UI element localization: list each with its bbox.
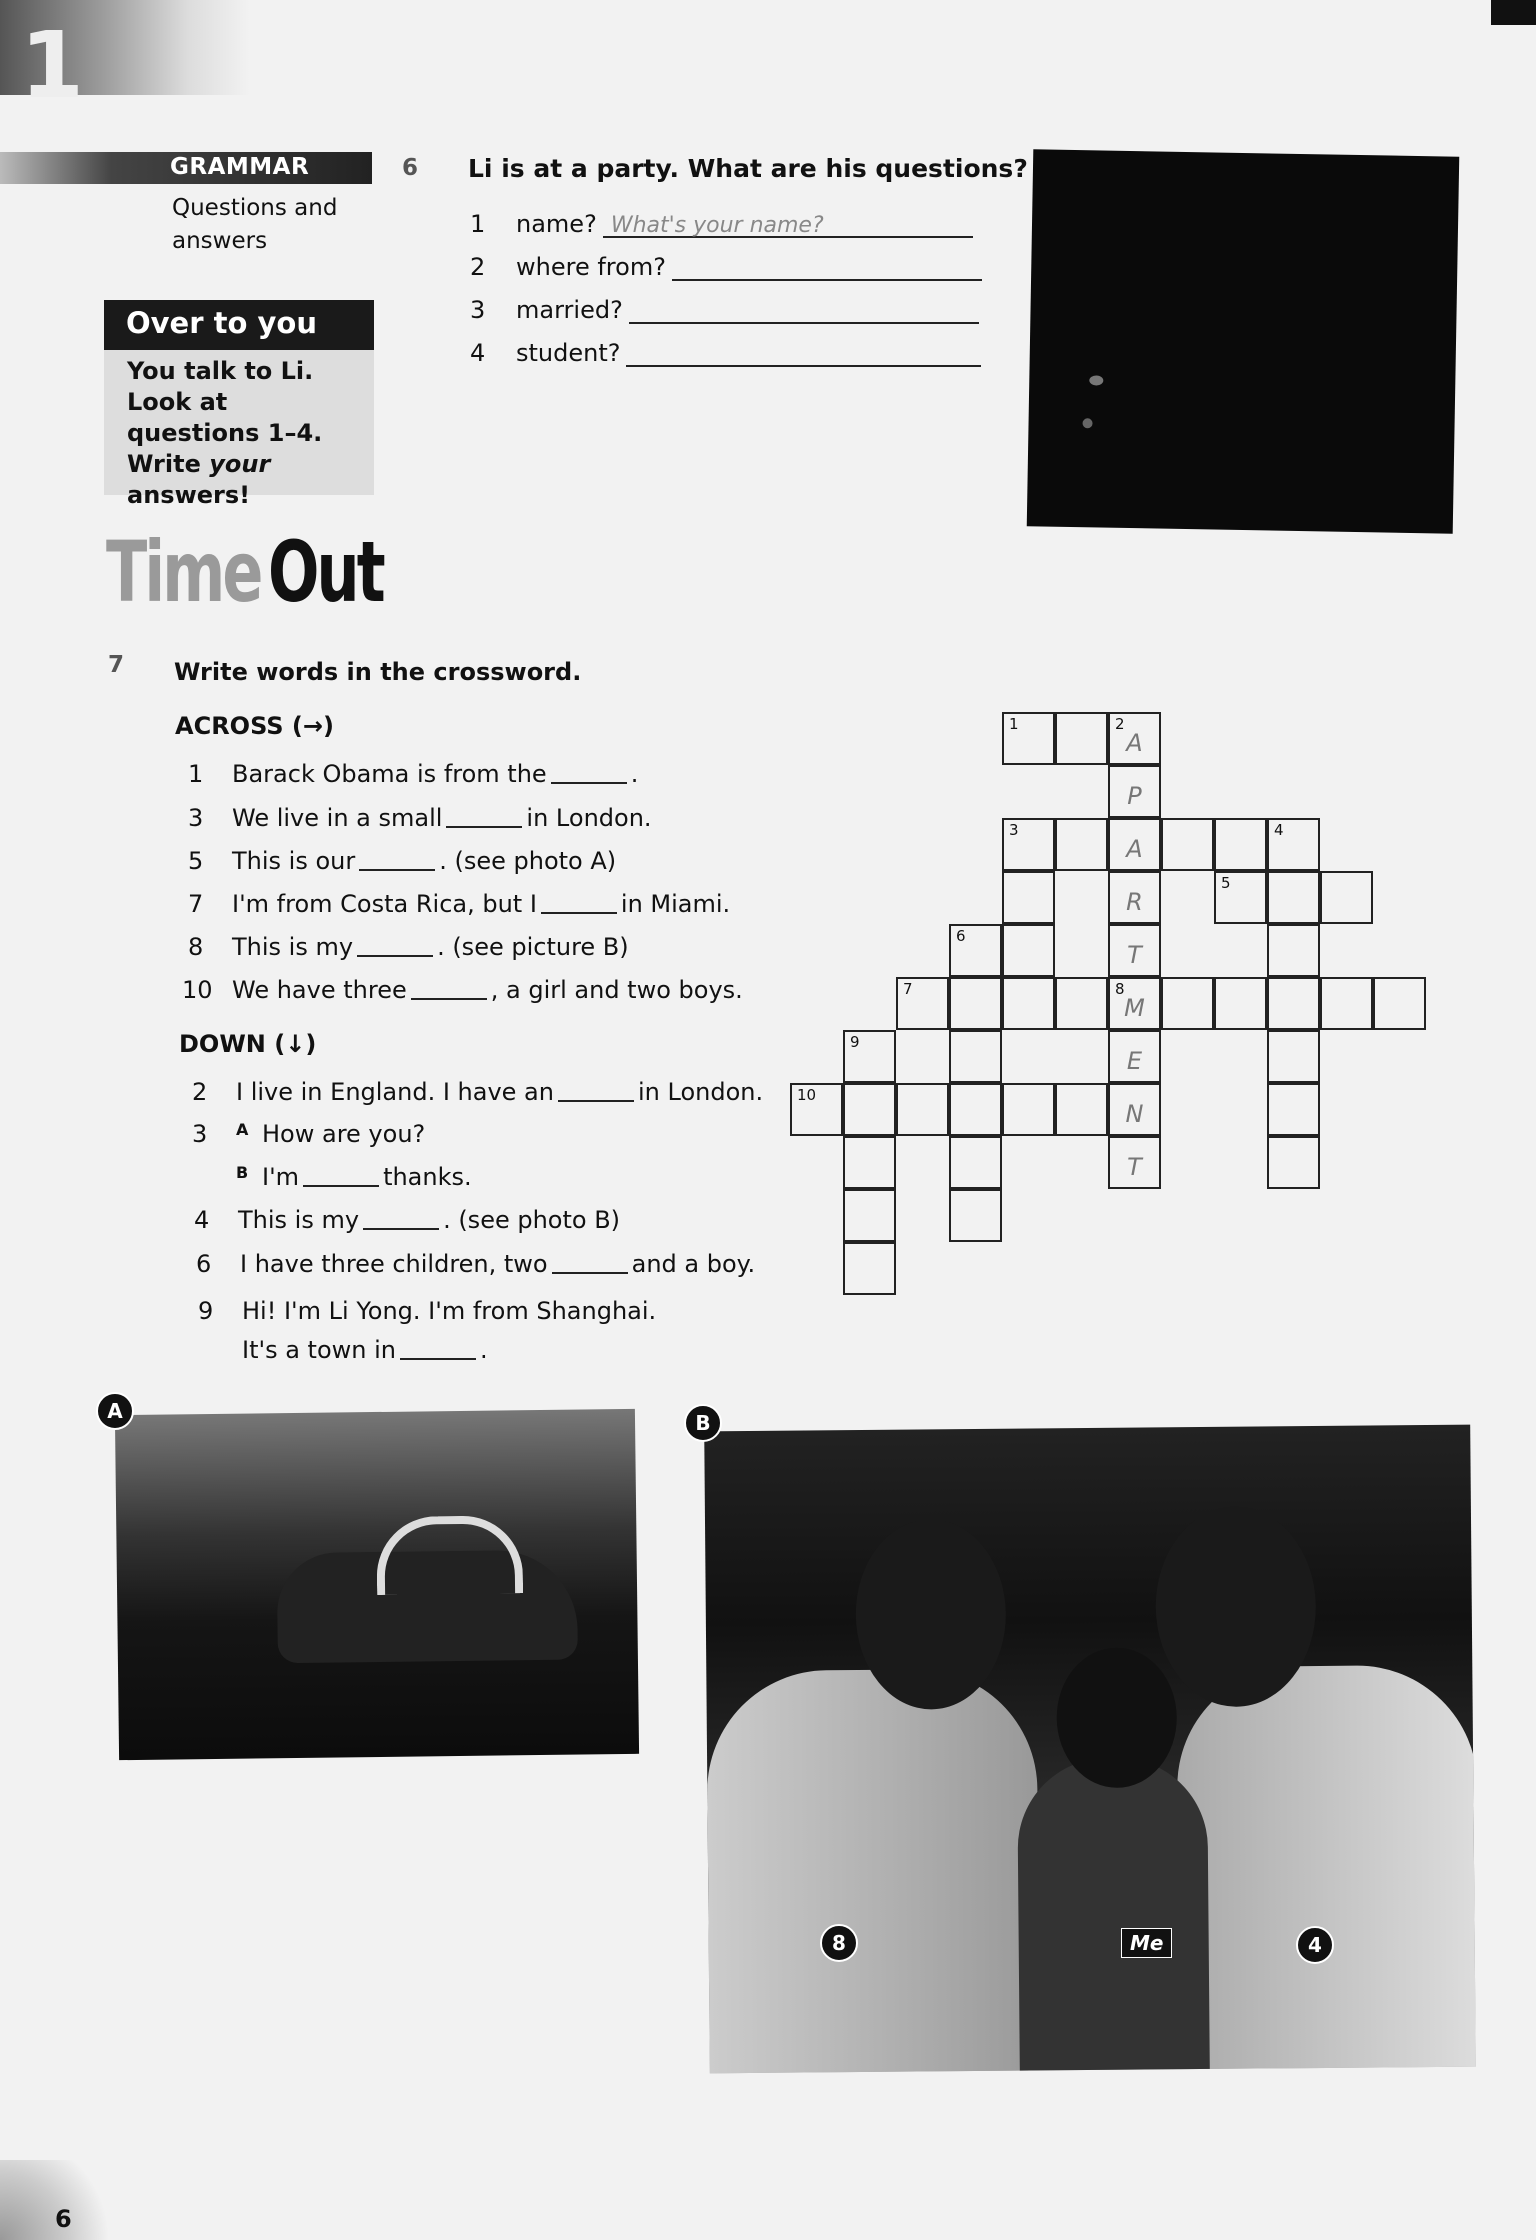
grammar-label: GRAMMAR (170, 154, 310, 180)
clue-text-after: . (630, 760, 639, 788)
crossword-cell-number: 10 (797, 1086, 817, 1104)
unit-number: 1 (20, 12, 85, 119)
car-roof-shape (376, 1515, 523, 1595)
crossword-cell-number: 9 (850, 1033, 860, 1051)
clue-blank (359, 847, 435, 871)
clue-blank (558, 1078, 634, 1102)
crossword-cell[interactable] (1267, 871, 1320, 924)
clue-text: This is our (232, 847, 356, 875)
question-number: 2 (470, 253, 486, 281)
answer-field-2[interactable] (672, 253, 982, 281)
clue-number: 8 (188, 933, 204, 961)
clue-number: 7 (188, 890, 204, 918)
crossword-cell-number: 7 (903, 980, 913, 998)
clue-number: 1 (188, 760, 204, 788)
clue-text: I have three children, two (240, 1250, 548, 1278)
crossword-cell-number: 8 (1115, 980, 1125, 998)
head-left (855, 1519, 1007, 1710)
clue-number: 2 (192, 1078, 208, 1106)
crossword-cell[interactable] (1161, 818, 1214, 871)
clue-text-after: in London. (637, 1078, 764, 1106)
answer-field-1[interactable] (603, 210, 973, 238)
exercise-6-title: Li is at a party. What are his questions? (468, 154, 1028, 183)
down-clue-9 (198, 1297, 656, 1325)
clue-sub-label: B (236, 1163, 249, 1182)
photo-a-label: A (96, 1392, 134, 1430)
clue-number: 3 (192, 1120, 208, 1148)
crossword-cell[interactable] (1002, 818, 1055, 871)
crossword-cell-letter: R (1126, 888, 1143, 916)
answer-example: What's your name? (610, 213, 824, 238)
clue-text: Barack Obama is from the (232, 760, 547, 788)
crossword-cell[interactable] (1108, 818, 1161, 871)
crossword-cell[interactable] (843, 1242, 896, 1295)
crossword-cell[interactable] (843, 1030, 896, 1083)
crossword-cell[interactable] (1108, 1136, 1161, 1189)
clue-blank (411, 976, 487, 1000)
question-row-4 (470, 339, 981, 367)
clue-text-after: . (see picture B) (437, 933, 629, 961)
over-to-you-text (127, 356, 367, 511)
clue-text-after: thanks. (383, 1163, 472, 1191)
crossword-cell[interactable] (843, 1083, 896, 1136)
crossword-cell-number: 2 (1115, 715, 1125, 733)
across-clue-7 (188, 890, 730, 918)
clue-text: I live in England. I have an (236, 1078, 554, 1106)
across-clue-3 (188, 804, 652, 832)
crossword-cell[interactable] (1214, 977, 1267, 1030)
crossword-cell[interactable] (1108, 765, 1161, 818)
crossword-cell[interactable] (1267, 1083, 1320, 1136)
down-clue-4 (194, 1206, 620, 1234)
crossword-cell[interactable] (1267, 1030, 1320, 1083)
crossword-cell[interactable] (1108, 1030, 1161, 1083)
exercise-7-number: 7 (108, 652, 125, 678)
crossword-cell[interactable] (843, 1189, 896, 1242)
question-row-2 (470, 253, 982, 281)
page-number: 6 (55, 2205, 72, 2233)
crossword-cell-number: 4 (1274, 821, 1284, 839)
down-clue-2 (192, 1078, 763, 1106)
down-clue-3a (192, 1120, 425, 1148)
timeout-logo-time: Time (106, 523, 261, 621)
question-number: 1 (470, 210, 486, 238)
clue-text-after: . (see photo B) (443, 1206, 621, 1234)
crossword-cell-letter: A (1126, 835, 1143, 863)
clue-text-after: in Miami. (620, 890, 731, 918)
photo-b-label: B (684, 1404, 722, 1442)
clue-blank (357, 933, 433, 957)
across-heading: ACROSS (→) (175, 712, 334, 740)
clue-text: I'm from Costa Rica, but I (232, 890, 537, 918)
crossword-cell[interactable] (1055, 1083, 1108, 1136)
clue-text: How are you? (262, 1120, 426, 1148)
crossword-cell[interactable] (949, 1083, 1002, 1136)
photo-b-tag-4: 4 (1296, 1926, 1334, 1964)
question-row-3 (470, 296, 979, 324)
crossword-cell[interactable] (1108, 871, 1161, 924)
clue-number: 10 (182, 976, 213, 1004)
clue-text-after: , a girl and two boys. (490, 976, 743, 1004)
clue-number: 5 (188, 847, 204, 875)
crossword-cell[interactable] (1002, 712, 1055, 765)
crossword-cell[interactable] (1002, 924, 1055, 977)
over-text-2: answers! (127, 481, 251, 509)
clue-text: I'm (262, 1163, 300, 1191)
crossword-cell[interactable] (949, 1136, 1002, 1189)
crossword-cell[interactable] (1161, 977, 1214, 1030)
down-clue-3b (192, 1163, 472, 1191)
across-clue-5 (188, 847, 616, 875)
down-clue-9-cont (198, 1336, 488, 1364)
photo-a-car (115, 1409, 639, 1760)
crossword-cell-letter: T (1127, 1153, 1142, 1181)
crossword-cell[interactable] (1055, 818, 1108, 871)
answer-field-4[interactable] (626, 339, 981, 367)
crossword-cell[interactable] (1267, 818, 1320, 871)
question-row-1 (470, 210, 973, 238)
across-clue-1 (188, 760, 638, 788)
crossword-cell-letter: E (1126, 1047, 1143, 1075)
grammar-subtitle: Questions and answers (172, 195, 338, 254)
crossword-cell-number: 6 (956, 927, 966, 945)
crossword-cell[interactable] (949, 1189, 1002, 1242)
clue-text-after: and a boy. (631, 1250, 756, 1278)
over-text-em: your (209, 450, 271, 478)
question-prompt: student? (516, 339, 621, 367)
crossword-cell[interactable] (949, 1030, 1002, 1083)
person-right (1176, 1665, 1475, 2074)
clue-sub-label: A (236, 1120, 249, 1139)
crossword-cell[interactable] (1373, 977, 1426, 1030)
corner-mark (1491, 0, 1536, 25)
question-prompt: married? (516, 296, 623, 324)
across-clue-10 (182, 976, 743, 1004)
crossword-cell[interactable] (949, 924, 1002, 977)
crossword-cell[interactable] (896, 977, 949, 1030)
clue-text: We have three (232, 976, 407, 1004)
crossword-cell[interactable] (790, 1083, 843, 1136)
crossword-cell[interactable] (1108, 924, 1161, 977)
crossword-cell[interactable] (1214, 871, 1267, 924)
crossword-cell[interactable] (1108, 977, 1161, 1030)
crossword-cell[interactable] (1320, 977, 1373, 1030)
crossword-cell[interactable] (1267, 924, 1320, 977)
clue-text-after: . (see photo A) (439, 847, 617, 875)
clue-text: We live in a small (232, 804, 443, 832)
crossword-cell-number: 3 (1009, 821, 1019, 839)
crossword-cell[interactable] (1320, 871, 1373, 924)
crossword-cell[interactable] (1108, 712, 1161, 765)
crossword-cell[interactable] (1055, 712, 1108, 765)
crossword-cell[interactable] (1214, 818, 1267, 871)
exercise-7-title: Write words in the crossword. (174, 658, 582, 686)
crossword-cell[interactable] (1002, 1083, 1055, 1136)
answer-field-3[interactable] (629, 296, 979, 324)
crossword-cell-number: 5 (1221, 874, 1231, 892)
across-clue-8 (188, 933, 629, 961)
clue-blank (446, 804, 522, 828)
clue-number: 6 (196, 1250, 212, 1278)
clue-blank (303, 1163, 379, 1187)
head-right (1155, 1506, 1317, 1707)
clue-blank (363, 1206, 439, 1230)
crossword-cell[interactable] (1002, 871, 1055, 924)
question-prompt: where from? (516, 253, 666, 281)
crossword-cell-letter: T (1127, 941, 1142, 969)
clue-blank (541, 890, 617, 914)
photo-b-tag-me: Me (1121, 1928, 1172, 1958)
clue-number: 9 (198, 1297, 214, 1325)
clue-number: 4 (194, 1206, 210, 1234)
person-left (706, 1668, 1040, 2073)
over-text-1: You talk to Li. Look at questions 1–4. Write (127, 357, 323, 478)
crossword-cell[interactable] (1055, 977, 1108, 1030)
clue-number: 3 (188, 804, 204, 832)
down-heading: DOWN (↓) (179, 1030, 317, 1058)
photo-highlight (1082, 418, 1092, 428)
head-child (1056, 1647, 1177, 1788)
crossword-cell[interactable] (1267, 977, 1320, 1030)
crossword-cell[interactable] (1267, 1136, 1320, 1189)
crossword-cell[interactable] (1002, 977, 1055, 1030)
clue-text: This is my (232, 933, 354, 961)
clue-blank (400, 1336, 476, 1360)
crossword-cell-letter: A (1126, 729, 1143, 757)
exercise-6-number: 6 (402, 155, 419, 181)
clue-number (198, 1336, 242, 1364)
crossword-cell[interactable] (843, 1136, 896, 1189)
clue-text-after: . (480, 1336, 488, 1364)
clue-text: This is my (238, 1206, 360, 1234)
crossword-cell-letter: N (1125, 1100, 1144, 1128)
crossword-cell[interactable] (1108, 1083, 1161, 1136)
over-to-you-title: Over to you (104, 300, 374, 350)
crossword-cell[interactable] (949, 977, 1002, 1030)
clue-text: It's a town in (242, 1336, 396, 1364)
clue-text-after: in London. (526, 804, 652, 832)
crossword-cell-letter: M (1124, 994, 1145, 1022)
clue-blank (552, 1250, 628, 1274)
party-photo (1027, 149, 1460, 533)
crossword-cell[interactable] (896, 1083, 949, 1136)
timeout-logo-out: Out (268, 523, 383, 621)
photo-b-tag-8: 8 (820, 1924, 858, 1962)
clue-text: Hi! I'm Li Yong. I'm from Shanghai. (242, 1297, 657, 1325)
question-number: 3 (470, 296, 486, 324)
person-child (1017, 1757, 1210, 2073)
down-clue-6 (196, 1250, 755, 1278)
photo-b-family (704, 1425, 1476, 2074)
crossword-cell-letter: P (1127, 782, 1142, 810)
clue-number (192, 1163, 236, 1191)
clue-blank (551, 760, 627, 784)
crossword-cell-number: 1 (1009, 715, 1019, 733)
question-number: 4 (470, 339, 486, 367)
question-prompt: name? (516, 210, 597, 238)
photo-highlight (1089, 375, 1103, 385)
